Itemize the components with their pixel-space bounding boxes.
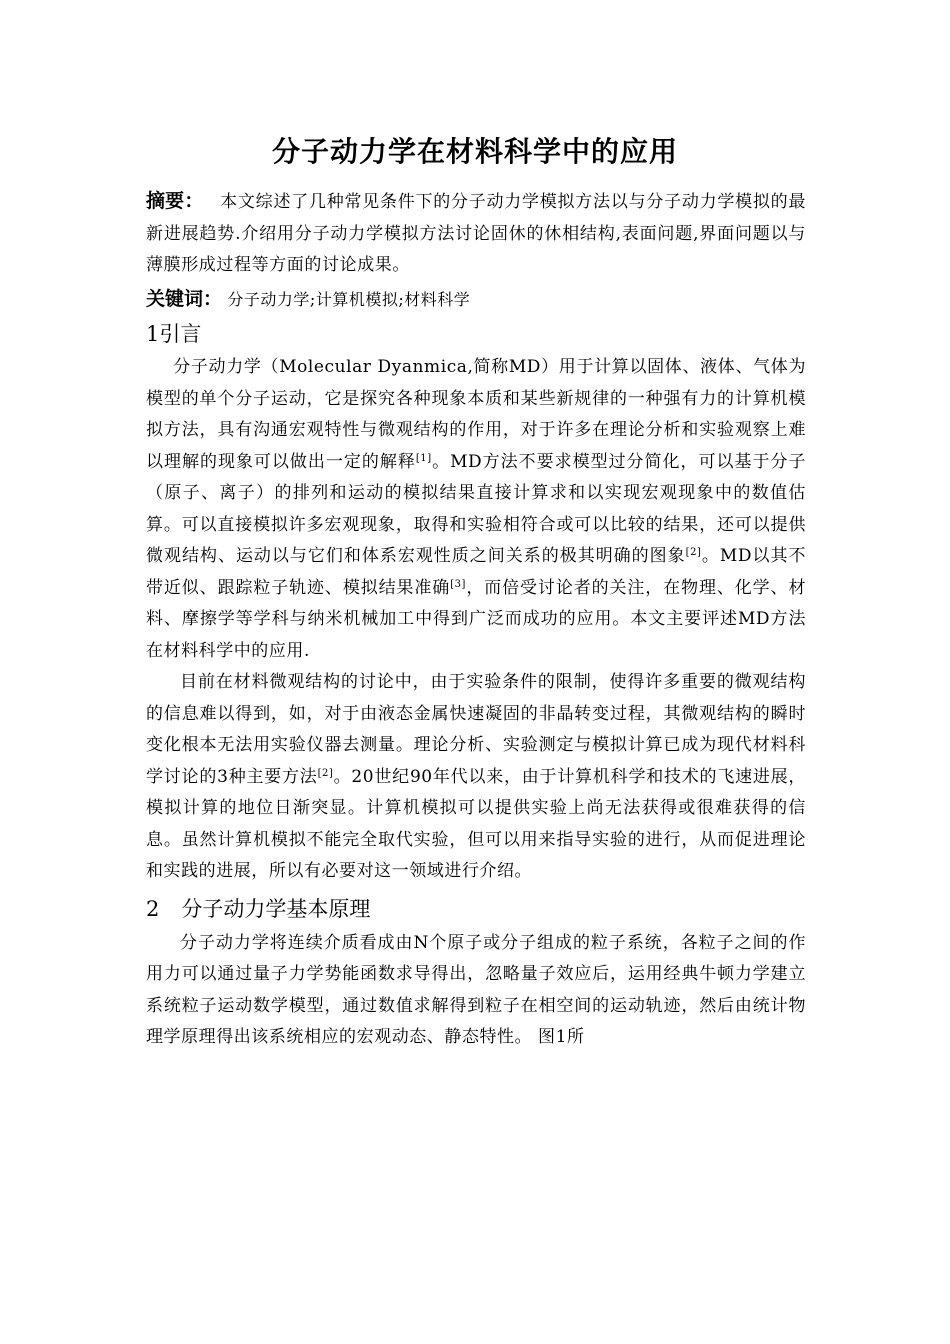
paragraph-text: 目前在材料微观结构的讨论中，由于实验条件的限制，使得许多重要的微观结构的信息难以得到，如，对于由液态金属快速凝固的非晶转变过程，其微观结构的瞬时变化根本无法用实验仪器去测量。理论分析、实验测定与模拟计算已成为现代材料科学讨论的3种主要方法 — [146, 672, 806, 787]
citation-ref: [3] — [450, 578, 467, 590]
section-2-paragraph-1: 分子动力学将连续介质看成由N个原子或分子组成的粒子系统，各粒子之间的作用力可以通过量子力学势能函数求导得出，忽略量子效应后，运用经典牛顿力学建立系统粒子运动数学模型，通过数值求解得到粒子在相空间的运动轨迹，然后由统计物理学原理得出该系统相应的宏观动态、静态特性。 图1所 — [146, 932, 806, 1047]
section-2-number: 2 — [146, 896, 160, 921]
paragraph-text: ，而倍受讨论者的关注，在物理、化学、材料、摩擦学等学科与纳米机械加工中得到广泛而成功的应用。本文主要评述MD方法在材料科学中的应用. — [146, 577, 806, 661]
document-body — [146, 186, 806, 1054]
section-2-title: 分子动力学基本原理 — [181, 896, 371, 921]
section-1-paragraph-1 — [146, 352, 806, 667]
citation-ref: [2] — [685, 547, 702, 558]
abstract-text: 本文综述了几种常见条件下的分子动力学模拟方法以与分子动力学模拟的最新进展趋势.介绍用分子动力学模拟方法讨论固休的休相结构,表面问题,界面问题以与薄膜形成过程等方面的讨论成果。 — [146, 192, 807, 275]
citation-ref: [1] — [415, 452, 432, 464]
paragraph-text: 。MD方法不要求模型过分简化，可以基于分子（原子、离子）的排列和运动的模拟结果直接计算求和以实现宏观现象中的数值估算。可以直接模拟许多宏观现象，取得和实验相符合或可以比较的结果，还可以提供微观结构、运动以与它们和体系宏观性质之间关系的极其明确的图象 — [146, 451, 807, 566]
section-1-heading: 1引言 — [146, 322, 202, 346]
paragraph-text: 。20世纪90年代以来，由于计算机科学和技术的飞速进展，模拟计算的地位日渐突显。计算机模拟可以提供实验上尚无法获得或很难获得的信息。虽然计算机模拟不能完全取代实验，但可以用来指导实验的进行，从而促进理论和实践的进展，所以有必要对这一领域进行介绍。 — [146, 766, 806, 881]
abstract — [146, 186, 806, 282]
keywords — [146, 284, 806, 317]
citation-ref: [2] — [317, 767, 334, 779]
paragraph-text: 。MD以其不带近似、跟踪粒子轨迹、模拟结果准确 — [146, 546, 806, 598]
document-title: 分子动力学在材料科学中的应用 — [271, 135, 678, 168]
section-1-paragraph-2 — [146, 667, 806, 888]
paragraph-text: 分子动力学（Molecular Dyanmica,简称MD）用于计算以固体、液体、气体为模型的单个分子运动，它是探究各种现象本质和某些新规律的一种强有力的计算机模拟方法，具有沟通宏观特性与微观结构的作用，对于许多在理论分析和实验观察上难以理解的现象可以做出一定的解释 — [146, 357, 806, 472]
keywords-text: 分子动力学;计算机模拟;材料科学 — [227, 289, 471, 309]
keywords-label: 关键词： — [146, 287, 223, 310]
section-2-heading — [146, 892, 806, 926]
abstract-label: 摘要： — [146, 190, 204, 212]
